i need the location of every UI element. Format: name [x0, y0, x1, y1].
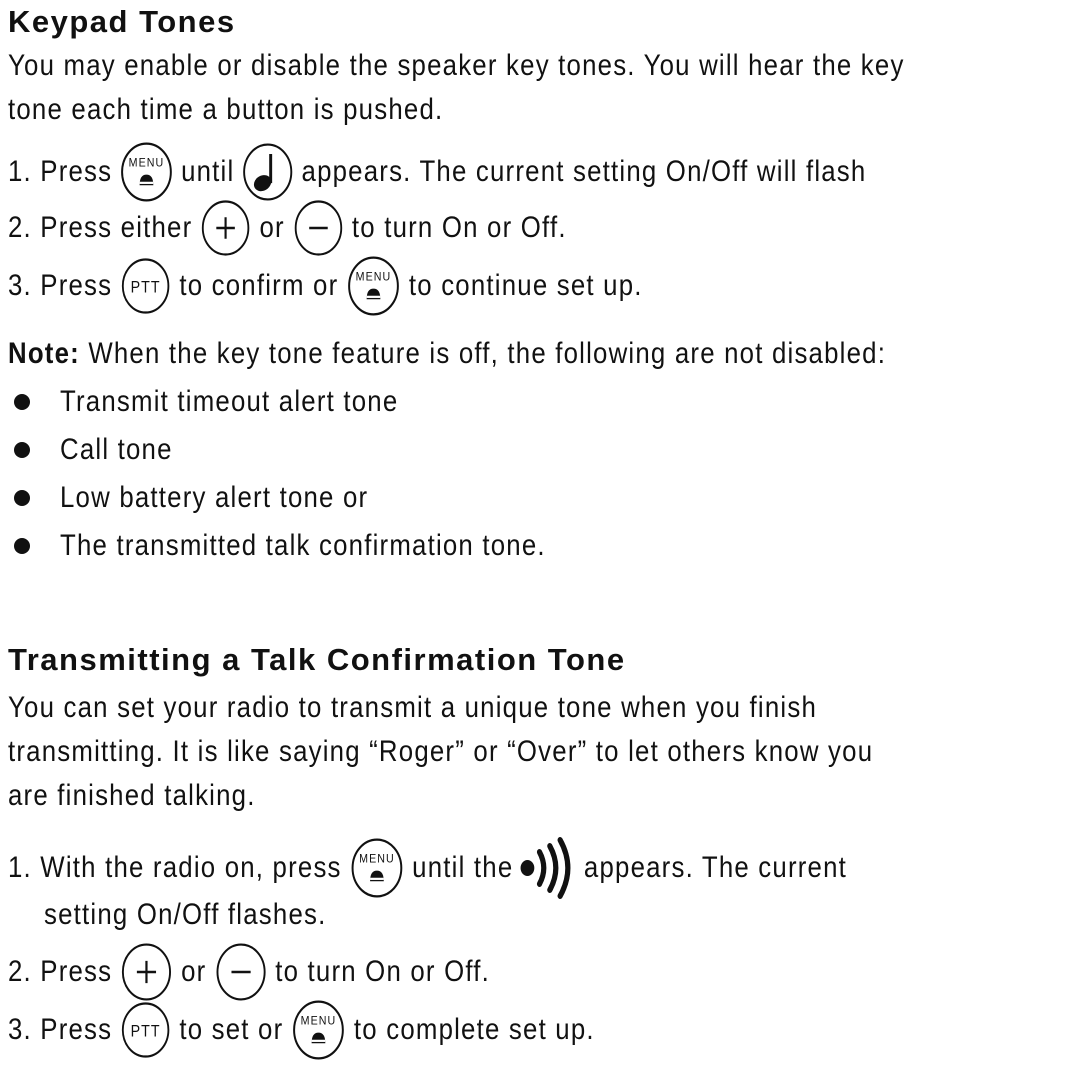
list-item-text: Transmit timeout alert tone: [60, 385, 399, 418]
keypad-step-3-text-c: to continue set up.: [408, 269, 643, 302]
note-label: Note:: [8, 337, 80, 370]
keypad-step-2: [8, 198, 567, 258]
talk-step-2-text-b: or: [181, 955, 207, 988]
menu-button-icon: [117, 141, 175, 203]
talk-signal-icon: [519, 837, 579, 899]
talk-step-3: [8, 1000, 595, 1060]
keypad-step-3-text-a: 3. Press: [8, 269, 113, 302]
talk-step-2-text-c: to turn On or Off.: [275, 955, 491, 988]
menu-button-icon: [347, 837, 407, 899]
menu-button-icon: [344, 255, 404, 317]
keypad-step-1-text-c: appears. The current setting On/Off will flash: [301, 155, 867, 188]
music-note-icon: [240, 142, 297, 202]
menu-button-icon: [289, 999, 349, 1061]
keypad-tones-heading: Keypad Tones: [8, 4, 236, 39]
talk-step-1-continuation: setting On/Off flashes.: [44, 898, 327, 931]
bullet-dot: [14, 538, 30, 554]
bullet-dot: [14, 490, 30, 506]
list-item-text: The transmitted talk confirmation tone.: [60, 529, 546, 562]
talk-step-2: [8, 942, 490, 1002]
keypad-step-3-text-b: to confirm or: [179, 269, 339, 302]
talk-step-3-text-c: to complete set up.: [353, 1013, 595, 1046]
plus-button-icon: [117, 942, 175, 1002]
list-item: [8, 380, 454, 424]
keypad-step-2-text-b: or: [259, 211, 285, 244]
talk-intro-line-3: are finished talking.: [8, 779, 256, 812]
keypad-step-1-text-b: until: [181, 155, 235, 188]
talk-step-2-text-a: 2. Press: [8, 955, 113, 988]
talk-step-1-text-c: appears. The current: [583, 851, 848, 884]
talk-confirmation-heading: Transmitting a Talk Confirmation Tone: [8, 642, 626, 677]
talk-step-1-text-a: 1. With the radio on, press: [8, 851, 342, 884]
keypad-step-3: [8, 256, 643, 316]
talk-intro-line-1: You can set your radio to transmit a unique tone when you finish: [8, 691, 818, 724]
list-item-text: Low battery alert tone or: [60, 481, 369, 514]
keypad-note: [8, 332, 886, 376]
talk-intro-line-2: transmitting. It is like saying “Roger” or “Over” to let others know you: [8, 735, 874, 768]
list-item-text: Call tone: [60, 433, 173, 466]
talk-step-3-text-b: to set or: [179, 1013, 284, 1046]
keypad-intro-line-2: tone each time a button is pushed.: [8, 93, 444, 126]
talk-step-3-text-a: 3. Press: [8, 1013, 113, 1046]
keypad-step-2-text-a: 2. Press either: [8, 211, 193, 244]
bullet-dot: [14, 394, 30, 410]
keypad-step-1-text-a: 1. Press: [8, 155, 113, 188]
plus-button-icon: [198, 199, 255, 257]
note-text: When the key tone feature is off, the following are not disabled:: [79, 337, 887, 370]
list-item: [8, 476, 419, 520]
list-item: [8, 428, 191, 472]
ptt-button-icon: [117, 1001, 174, 1059]
list-item: [8, 524, 625, 568]
keypad-step-1: [8, 142, 866, 202]
minus-button-icon: [212, 942, 270, 1002]
ptt-button-icon: [117, 257, 174, 315]
talk-step-1-text-b: until the: [412, 851, 514, 884]
bullet-dot: [14, 442, 30, 458]
keypad-intro-line-1: You may enable or disable the speaker key tones. You will hear the key: [8, 49, 905, 82]
minus-button-icon: [290, 199, 347, 257]
keypad-step-2-text-c: to turn On or Off.: [351, 211, 567, 244]
talk-step-1: [8, 838, 847, 898]
